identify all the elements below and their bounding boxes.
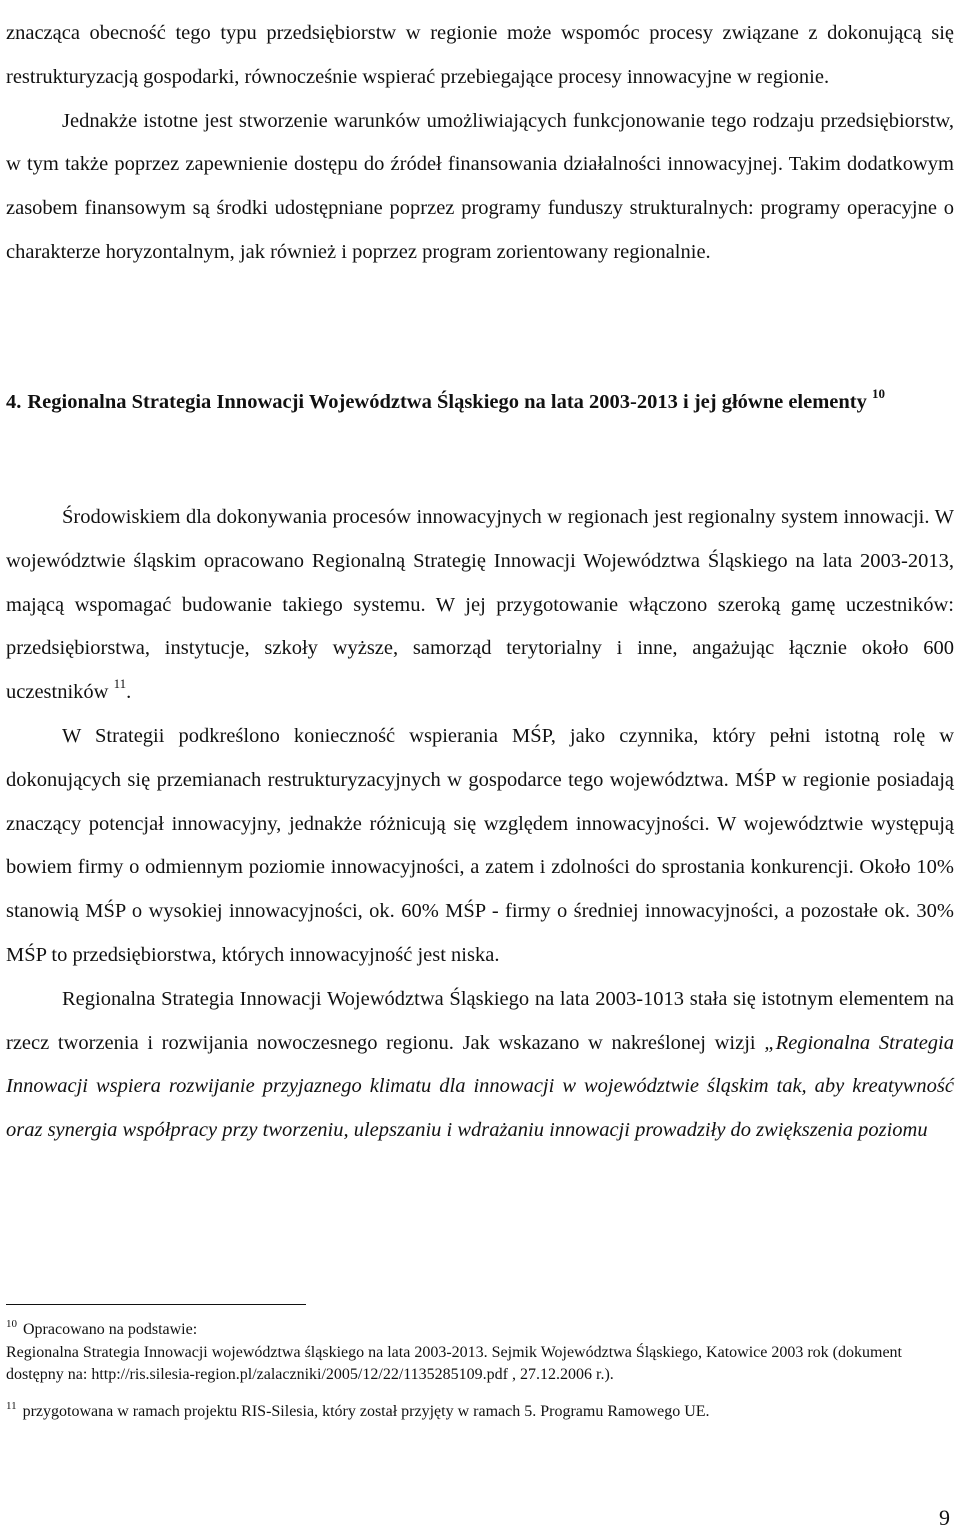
footnote-divider (6, 1304, 306, 1305)
intro-paragraph-1: znacząca obecność tego typu przedsiębiorstw w regionie może wspomóc procesy związane z dokonującą się restrukturyzacją gospodarki, równocześnie wspierać przebiegające procesy innowacyjne w regionie. (6, 22, 954, 88)
section-paragraph-2: W Strategii podkreślono konieczność wspierania MŚP, jako czynnika, który pełni istotną rolę w dokonujących się przemianach restrukturyzacyjnych w gospodarce tego województwa. MŚP w regionie posiadają znaczący potencjał innowacyjny, jednakże różnicują się względem innowacyjności. W województwie występują bowiem firmy o odmiennym poziomie innowacyjności, a zatem i zdolności do sprostania konkurencji. Około 10% stanowią MŚP o wysokiej innowacyjności, ok. 60% MŚP - firmy o średniej innowacyjności, a pozostałe ok. 30% MŚP to przedsiębiorstwa, których innowacyjność jest niska. (6, 724, 954, 966)
footnote-ref-11[interactable]: 11 (113, 676, 127, 692)
vision-quote: „Regionalna Strategia Innowacji wspiera rozwijanie przyjaznego klimatu dla innowacji w województwie śląskim tak, aby kreatywność oraz synergia współpracy przy tworzeniu, ulepszaniu i wdrażaniu innowacji prowadziły do zwiększenia poziomu (6, 1031, 954, 1142)
footnotes (6, 1304, 954, 1423)
footnote-10-line-1: Opracowano na podstawie: (23, 1321, 198, 1338)
section-paragraph-1-text: Środowiskiem dla dokonywania procesów innowacyjnych w regionach jest regionalny system innowacji. W województwie śląskim opracowano Regionalną Strategię Innowacji Województwa Śląskiego na lata 2003-2013, mającą wspomagać budowanie takiego systemu. W jej przygotowanie włączono szeroką gamę uczestników: przedsiębiorstwa, instytucje, szkoły wyższe, samorząd terytorialny i inne, angażując łącznie około 600 uczestników (6, 506, 954, 704)
footnote-number: 11 (6, 1399, 17, 1412)
section-title: Regionalna Strategia Innowacji Województwa Śląskiego na lata 2003-2013 i jej główne elementy (27, 391, 867, 413)
footnote-ref-10[interactable]: 10 (872, 386, 885, 401)
footnote-11 (6, 1401, 954, 1424)
intro-block (6, 12, 954, 275)
section-heading (6, 381, 954, 425)
page-number: 9 (939, 1505, 950, 1530)
footnote-number: 10 (6, 1318, 17, 1330)
section-paragraph-1-end: . (126, 681, 132, 704)
footnote-10 (6, 1319, 954, 1387)
section-body (6, 496, 954, 1153)
section-number: 4. (6, 391, 22, 413)
section-paragraph-1 (6, 496, 954, 715)
footnote-11-text: przygotowana w ramach projektu RIS-Silesia, który został przyjęty w ramach 5. Programu Ramowego UE. (22, 1402, 710, 1420)
footnote-10-line-2: Regionalna Strategia Innowacji województwa śląskiego na lata 2003-2013. Sejmik Województwa Śląskiego, Katowice 2003 rok (dokument dostępny na: http://ris.silesia-region.pl/zalaczniki/2005/12/22/1135285109.pdf , 27.12.2006 r.). (6, 1343, 902, 1383)
intro-paragraph-2: Jednakże istotne jest stworzenie warunków umożliwiających funkcjonowanie tego rodzaju przedsiębiorstw, w tym także poprzez zapewnienie dostępu do źródeł finansowania działalności innowacyjnej. Takim dodatkowym zasobem finansowym są środki udostępniane poprzez programy funduszy strukturalnych: programy operacyjne o charakterze horyzontalnym, jak również i poprzez program zorientowany regionalnie. (6, 109, 954, 263)
document-page (6, 0, 954, 1537)
section-paragraph-3 (6, 978, 954, 1153)
section-paragraph-3-text: Regionalna Strategia Innowacji Województwa Śląskiego na lata 2003-1013 stała się istotnym elementem na rzecz tworzenia i rozwijania nowoczesnego regionu. Jak wskazano w nakreślonej wizji (6, 987, 954, 1054)
